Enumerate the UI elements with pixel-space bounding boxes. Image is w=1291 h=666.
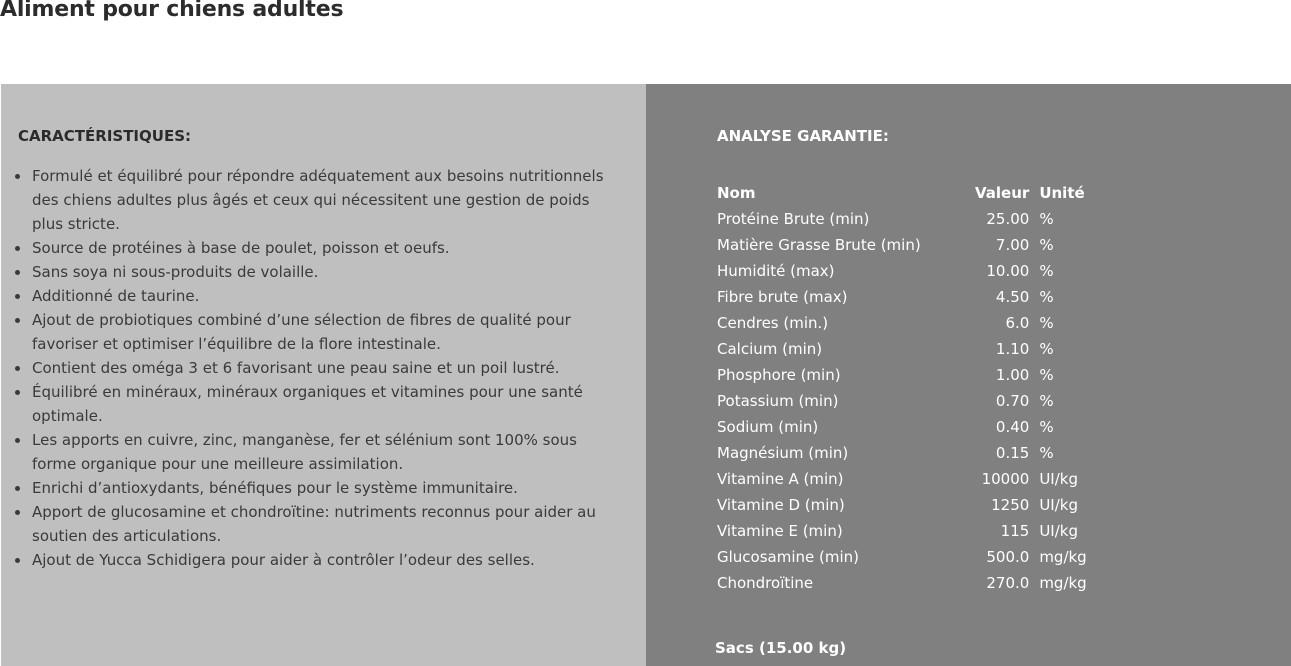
nutrient-value: 1.10 [995, 340, 1030, 358]
nutrient-value: 1250 [991, 496, 1030, 514]
list-item: Apport de glucosamine et chondroïtine: nutriments reconnus pour aider au soutien des articulations. [32, 500, 622, 548]
list-item: Les apports en cuivre, zinc, manganèse, fer et sélénium sont 100% sous forme organique pour une meilleure assimilation. [32, 428, 622, 476]
nutrient-unit: % [1039, 210, 1054, 228]
column-header-unit: Unité [1039, 184, 1085, 202]
nutrient-unit: mg/kg [1039, 574, 1087, 592]
nutrient-value: 25.00 [986, 210, 1030, 228]
table-row [714, 570, 1099, 596]
nutrient-unit: % [1039, 444, 1054, 462]
table-row [714, 232, 1099, 258]
characteristics-list [32, 164, 622, 572]
table-row [714, 492, 1099, 518]
nutrient-unit: % [1039, 288, 1054, 306]
table-row [714, 440, 1099, 466]
nutrient-value: 0.40 [995, 418, 1030, 436]
table-row [714, 206, 1099, 232]
nutrient-unit: % [1039, 392, 1054, 410]
list-item: Ajout de probiotiques combiné d’une sélection de fibres de qualité pour favoriser et optimiser l’équilibre de la flore intestinale. [32, 308, 622, 356]
table-row [714, 544, 1099, 570]
table-row [714, 336, 1099, 362]
nutrient-name: Glucosamine (min) [717, 548, 860, 566]
list-item: Équilibré en minéraux, minéraux organiques et vitamines pour une santé optimale. [32, 380, 622, 428]
nutrient-unit: UI/kg [1039, 496, 1078, 514]
nutrient-name: Sodium (min) [717, 418, 819, 436]
bag-size-label: Sacs (15.00 kg) [715, 639, 847, 657]
nutrient-name: Protéine Brute (min) [717, 210, 870, 228]
nutrient-value: 4.50 [995, 288, 1030, 306]
list-item: Enrichi d’antioxydants, bénéfiques pour le système immunitaire. [32, 476, 622, 500]
table-row [714, 258, 1099, 284]
analysis-heading: ANALYSE GARANTIE: [717, 127, 889, 145]
nutrient-value: 115 [1000, 522, 1030, 540]
list-item: Source de protéines à base de poulet, poisson et oeufs. [32, 236, 622, 260]
nutrient-name: Matière Grasse Brute (min) [717, 236, 921, 254]
nutrient-name: Calcium (min) [717, 340, 823, 358]
nutrient-name: Vitamine A (min) [717, 470, 844, 488]
nutrient-value: 1.00 [995, 366, 1030, 384]
nutrient-value: 500.0 [986, 548, 1030, 566]
list-item: Formulé et équilibré pour répondre adéquatement aux besoins nutritionnels des chiens adultes plus âgés et ceux qui nécessitent une gestion de poids plus stricte. [32, 164, 622, 236]
characteristics-panel [1, 84, 646, 666]
nutrient-value: 10000 [981, 470, 1030, 488]
nutrient-name: Cendres (min.) [717, 314, 829, 332]
nutrient-unit: % [1039, 314, 1054, 332]
nutrient-name: Fibre brute (max) [717, 288, 848, 306]
nutrient-unit: % [1039, 418, 1054, 436]
nutrient-unit: % [1039, 366, 1054, 384]
nutrient-name: Humidité (max) [717, 262, 835, 280]
nutrient-name: Phosphore (min) [717, 366, 841, 384]
table-row [714, 466, 1099, 492]
analysis-table [714, 180, 1099, 596]
nutrient-name: Vitamine D (min) [717, 496, 845, 514]
column-header-value: Valeur [975, 184, 1030, 202]
nutrient-unit: UI/kg [1039, 522, 1078, 540]
nutrient-value: 270.0 [986, 574, 1030, 592]
analysis-panel [646, 84, 1291, 666]
table-header-row [714, 180, 1099, 206]
nutrient-unit: % [1039, 262, 1054, 280]
nutrient-value: 6.0 [1005, 314, 1030, 332]
nutrient-unit: mg/kg [1039, 548, 1087, 566]
table-row [714, 284, 1099, 310]
page-title: Aliment pour chiens adultes [0, 0, 344, 22]
list-item: Sans soya ni sous-produits de volaille. [32, 260, 622, 284]
nutrient-unit: UI/kg [1039, 470, 1078, 488]
nutrient-name: Chondroïtine [717, 574, 814, 592]
table-row [714, 310, 1099, 336]
nutrient-name: Magnésium (min) [717, 444, 849, 462]
characteristics-heading: CARACTÉRISTIQUES: [18, 127, 191, 145]
table-row [714, 518, 1099, 544]
table-row [714, 414, 1099, 440]
nutrient-name: Potassium (min) [717, 392, 839, 410]
nutrient-unit: % [1039, 236, 1054, 254]
nutrient-name: Vitamine E (min) [717, 522, 843, 540]
table-row [714, 362, 1099, 388]
nutrient-unit: % [1039, 340, 1054, 358]
table-row [714, 388, 1099, 414]
nutrient-value: 7.00 [995, 236, 1030, 254]
list-item: Additionné de taurine. [32, 284, 622, 308]
nutrient-value: 10.00 [986, 262, 1030, 280]
list-item: Ajout de Yucca Schidigera pour aider à contrôler l’odeur des selles. [32, 548, 622, 572]
list-item: Contient des oméga 3 et 6 favorisant une peau saine et un poil lustré. [32, 356, 622, 380]
nutrient-value: 0.70 [995, 392, 1030, 410]
column-header-name: Nom [717, 184, 756, 202]
nutrient-value: 0.15 [995, 444, 1030, 462]
